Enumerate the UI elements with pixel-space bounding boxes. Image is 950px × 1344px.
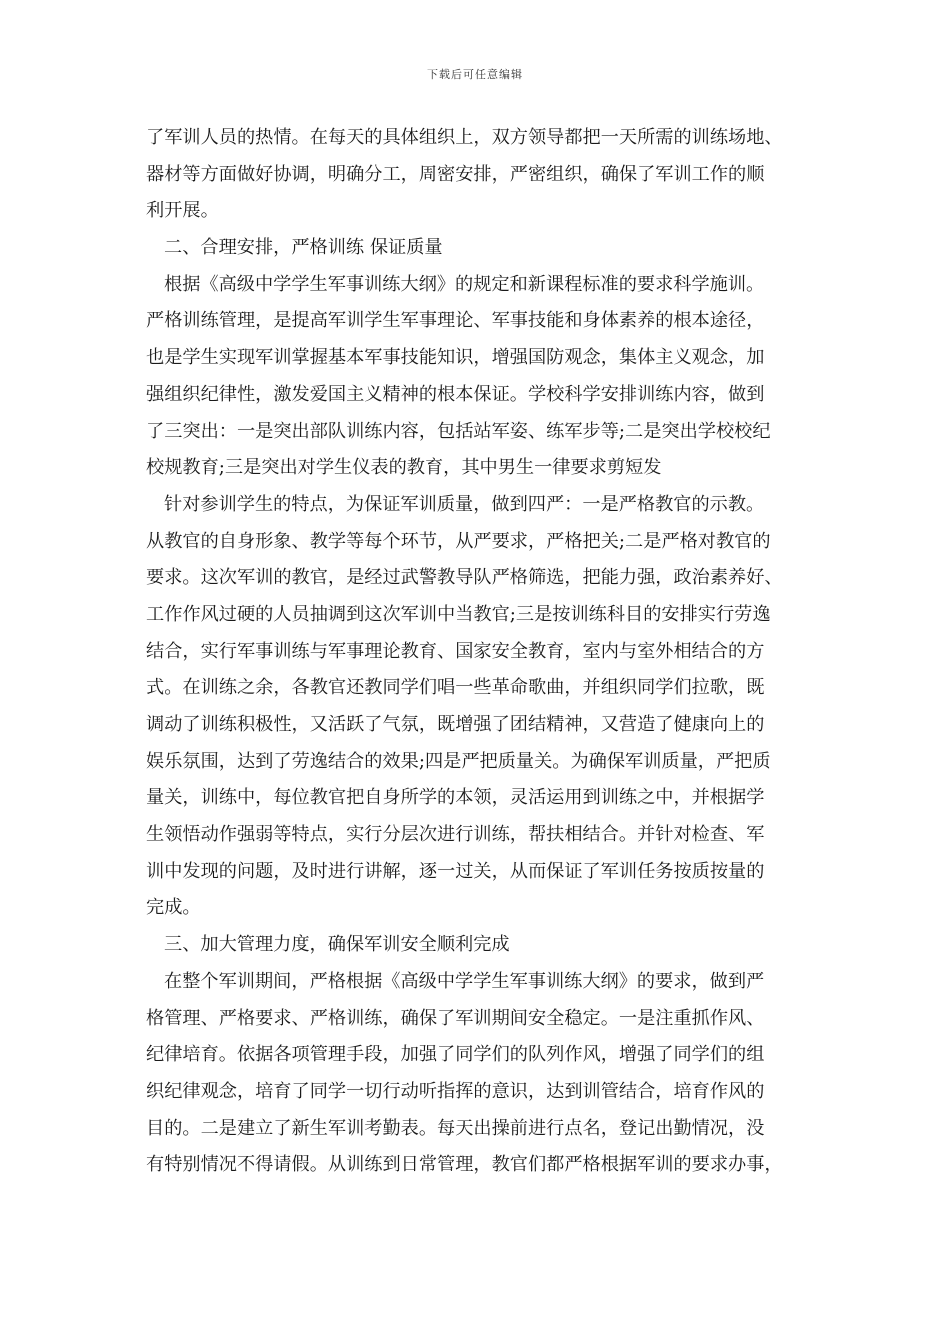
text-line: 结合，实行军事训练与军事理论教育、国家安全教育，室内与室外相结合的方 — [146, 640, 765, 662]
text-line: 有特别情况不得请假。从训练到日常管理，教官们都严格根据军训的要求办事， — [146, 1154, 783, 1176]
text-line: 娱乐氛围，达到了劳逸结合的效果;四是严把质量关。为确保军训质量，严把质 — [146, 750, 771, 772]
text-line: 了军训人员的热情。在每天的具体组织上，双方领导都把一天所需的训练场地、 — [146, 127, 783, 148]
text-line: 严格训练管理，是提高军训学生军事理论、军事技能和身体素养的根本途径， — [146, 310, 765, 332]
document-body — [146, 120, 826, 1184]
text-line: 校规教育;三是突出对学生仪表的教育，其中男生一律要求剪短发 — [146, 457, 662, 479]
text-line: 针对参训学生的特点，为保证军训质量，做到四严：一是严格教官的示教。 — [164, 493, 765, 515]
page-header-note: 下载后可任意编辑 — [427, 68, 523, 81]
text-line: 从教官的自身形象、教学等每个环节，从严要求，严格把关;二是严格对教官的 — [146, 530, 771, 552]
text-line: 根据《高级中学学生军事训练大纲》的规定和新课程标准的要求科学施训。 — [164, 273, 765, 295]
text-line: 强组织纪律性，激发爱国主义精神的根本保证。学校科学安排训练内容，做到 — [146, 383, 765, 405]
text-line: 在整个军训期间，严格根据《高级中学学生军事训练大纲》的要求，做到严 — [164, 970, 765, 992]
text-line: 训中发现的问题，及时进行讲解，逐一过关，从而保证了军训任务按质按量的 — [146, 860, 765, 882]
text-line: 二、合理安排，严格训练 保证质量 — [164, 237, 443, 259]
text-line: 织纪律观念，培育了同学一切行动听指挥的意识，达到训管结合，培育作风的 — [146, 1080, 765, 1102]
text-line: 纪律培育。依据各项管理手段，加强了同学们的队列作风，增强了同学们的组 — [146, 1044, 765, 1066]
text-line: 量关，训练中，每位教官把自身所学的本领，灵活运用到训练之中，并根据学 — [146, 787, 765, 809]
text-line: 三、加大管理力度，确保军训安全顺利完成 — [164, 934, 510, 956]
text-line: 生领悟动作强弱等特点，实行分层次进行训练，帮扶相结合。并针对检查、军 — [146, 824, 765, 846]
text-line: 器材等方面做好协调，明确分工，周密安排，严密组织，确保了军训工作的顺 — [146, 163, 765, 185]
text-line: 利开展。 — [146, 200, 219, 222]
text-line: 调动了训练积极性，又活跃了气氛，既增强了团结精神，又营造了健康向上的 — [146, 714, 765, 735]
text-line: 也是学生实现军训掌握基本军事技能知识，增强国防观念，集体主义观念，加 — [146, 347, 765, 369]
text-line: 式。在训练之余，各教官还教同学们唱一些革命歌曲，并组织同学们拉歌，既 — [146, 677, 765, 699]
text-line: 完成。 — [146, 897, 201, 919]
text-line: 要求。这次军训的教官，是经过武警教导队严格筛选，把能力强，政治素养好、 — [146, 567, 783, 589]
text-line: 了三突出：一是突出部队训练内容，包括站军姿、练军步等;二是突出学校校纪 — [146, 420, 771, 442]
text-line: 目的。二是建立了新生军训考勤表。每天出操前进行点名，登记出勤情况，没 — [146, 1117, 765, 1139]
text-line: 工作作风过硬的人员抽调到这次军训中当教官;三是按训练科目的安排实行劳逸 — [146, 603, 771, 625]
text-line: 格管理、严格要求、严格训练，确保了军训期间安全稳定。一是注重抓作风、 — [146, 1007, 765, 1029]
